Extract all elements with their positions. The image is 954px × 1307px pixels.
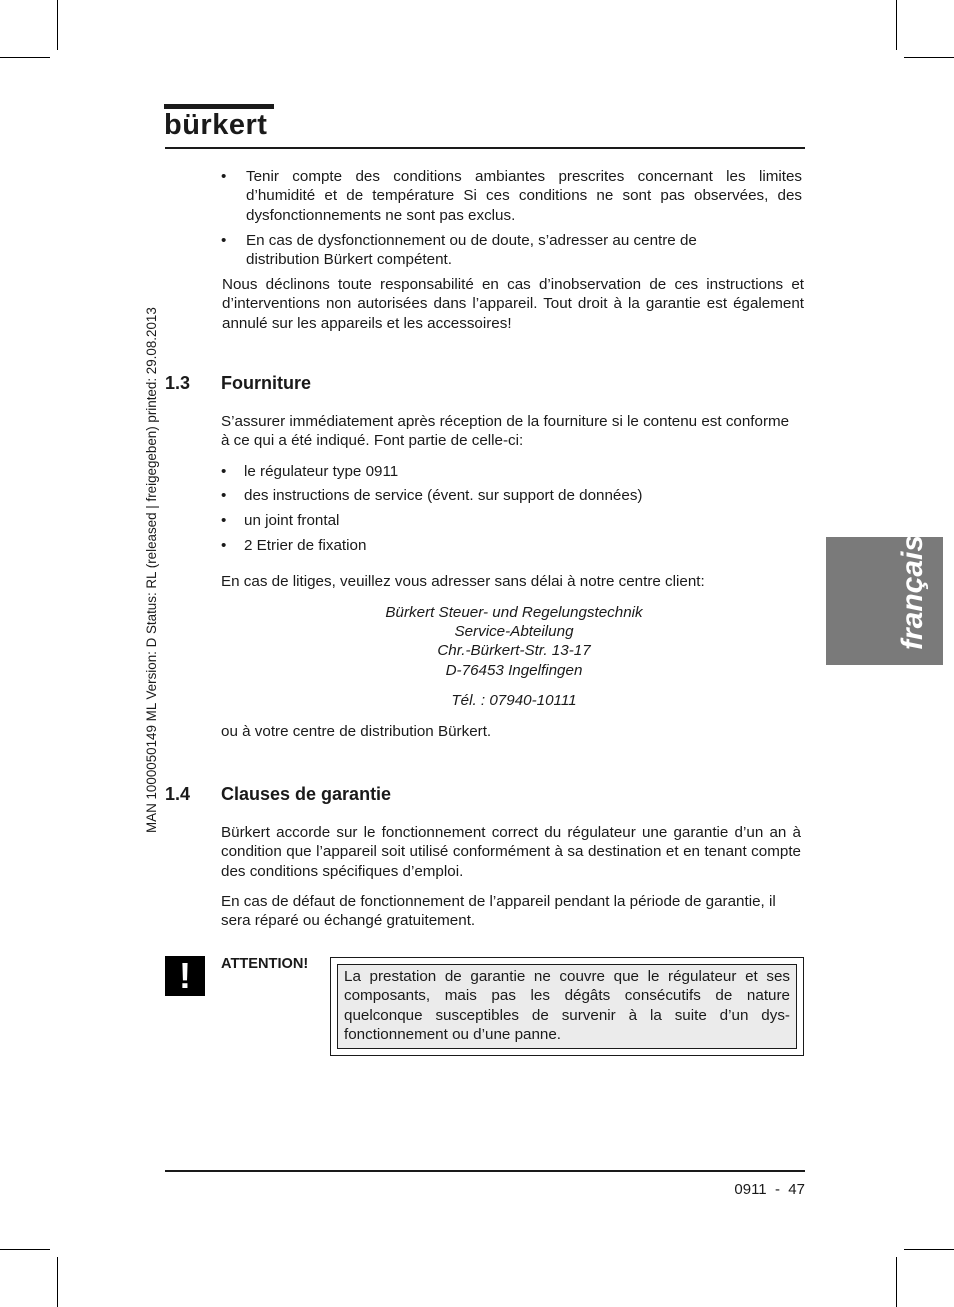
logo-text: bürkert xyxy=(164,109,268,141)
attention-icon xyxy=(165,956,205,996)
crop-mark xyxy=(896,0,897,50)
section-title: Fourniture xyxy=(221,373,311,393)
address-line: Service-Abteilung xyxy=(454,623,574,640)
bullet-icon: • xyxy=(221,537,227,554)
document-meta-vertical: MAN 1000050149 ML Version: D Status: RL (released | freigegeben) printed: 29.08.2013 xyxy=(144,307,159,833)
crop-mark xyxy=(57,1257,58,1307)
delivery-item: un joint frontal xyxy=(244,512,340,529)
distribution-note: ou à votre centre de distribution Bürkert. xyxy=(221,723,492,740)
delivery-item: 2 Etrier de fixation xyxy=(244,537,367,554)
bullet-icon: • xyxy=(221,168,227,185)
delivery-intro: S’assurer immédiatement après réception de la fourniture si le contenu est conforme à ce qui a été indiqué. Font partie de celle-ci: xyxy=(221,413,790,450)
warranty-paragraph-2: En cas de défaut de fonctionnement de l’appareil pendant la période de garantie, il sera réparé ou échangé gratuitement. xyxy=(221,893,776,930)
language-tab-label: français xyxy=(896,534,929,650)
bullet-icon: • xyxy=(221,463,227,480)
address-line: D-76453 Ingelfingen xyxy=(445,662,583,679)
crop-mark xyxy=(904,57,954,58)
delivery-item: le régulateur type 0911 xyxy=(244,463,399,480)
language-tab xyxy=(826,534,943,665)
delivery-item: des instructions de service (évent. sur support de données) xyxy=(244,487,643,504)
attention-text: La prestation de garantie ne couvre que le régulateur et ses composants, mais pas les dégâts consécutifs de nature quelconque susceptibles de survenir à la suite d’un dys-fonctionnement ou d’une panne. xyxy=(337,964,797,1049)
attention-label: ATTENTION! xyxy=(221,956,309,972)
bullet-icon: • xyxy=(221,232,227,249)
section-number: 1.4 xyxy=(165,784,191,804)
phone-number: Tél. : 07940-10111 xyxy=(451,692,577,709)
exclamation-icon: ! xyxy=(179,955,191,996)
footer-rule xyxy=(165,1170,805,1172)
liability-paragraph: Nous déclinons toute responsabilité en cas d’inobservation de ces instructions et d’interventions non autorisées dans l’appareil. Tout droit à la garantie est également annulé sur les appareils et les accessoires! xyxy=(222,276,804,332)
header-rule xyxy=(165,147,805,149)
intro-bullet-2: En cas de dysfonctionnement ou de doute, s’adresser au centre de distribution Bürkert compétent. xyxy=(246,232,697,269)
address-line: Bürkert Steuer- und Regelungstechnik xyxy=(385,604,643,621)
intro-bullet-1: Tenir compte des conditions ambiantes prescrites concernant les limites d’humidité et de température Si ces conditions ne sont pas observées, des dysfonctionnements ne sont pas exclus. xyxy=(246,168,802,224)
attention-box xyxy=(330,957,804,1056)
crop-mark xyxy=(904,1249,954,1250)
section-title: Clauses de garantie xyxy=(221,784,392,804)
contact-intro: En cas de litiges, veuillez vous adresser sans délai à notre centre client: xyxy=(221,573,705,590)
crop-mark xyxy=(57,0,58,50)
bullet-icon: • xyxy=(221,512,227,529)
crop-mark xyxy=(896,1257,897,1307)
bullet-icon: • xyxy=(221,487,227,504)
section-number: 1.3 xyxy=(165,373,191,393)
page-number: 0911 - 47 xyxy=(734,1181,805,1198)
address-line: Chr.-Bürkert-Str. 13-17 xyxy=(437,642,591,659)
crop-mark xyxy=(0,57,50,58)
warranty-paragraph-1: Bürkert accorde sur le fonctionnement correct du régulateur une garantie d’un an à condition que l’appareil soit utilisé conformément à sa destination et en tenant compte des conditions spécifiques d’emploi. xyxy=(221,824,801,880)
crop-mark xyxy=(0,1249,50,1250)
brand-logo xyxy=(164,104,276,140)
